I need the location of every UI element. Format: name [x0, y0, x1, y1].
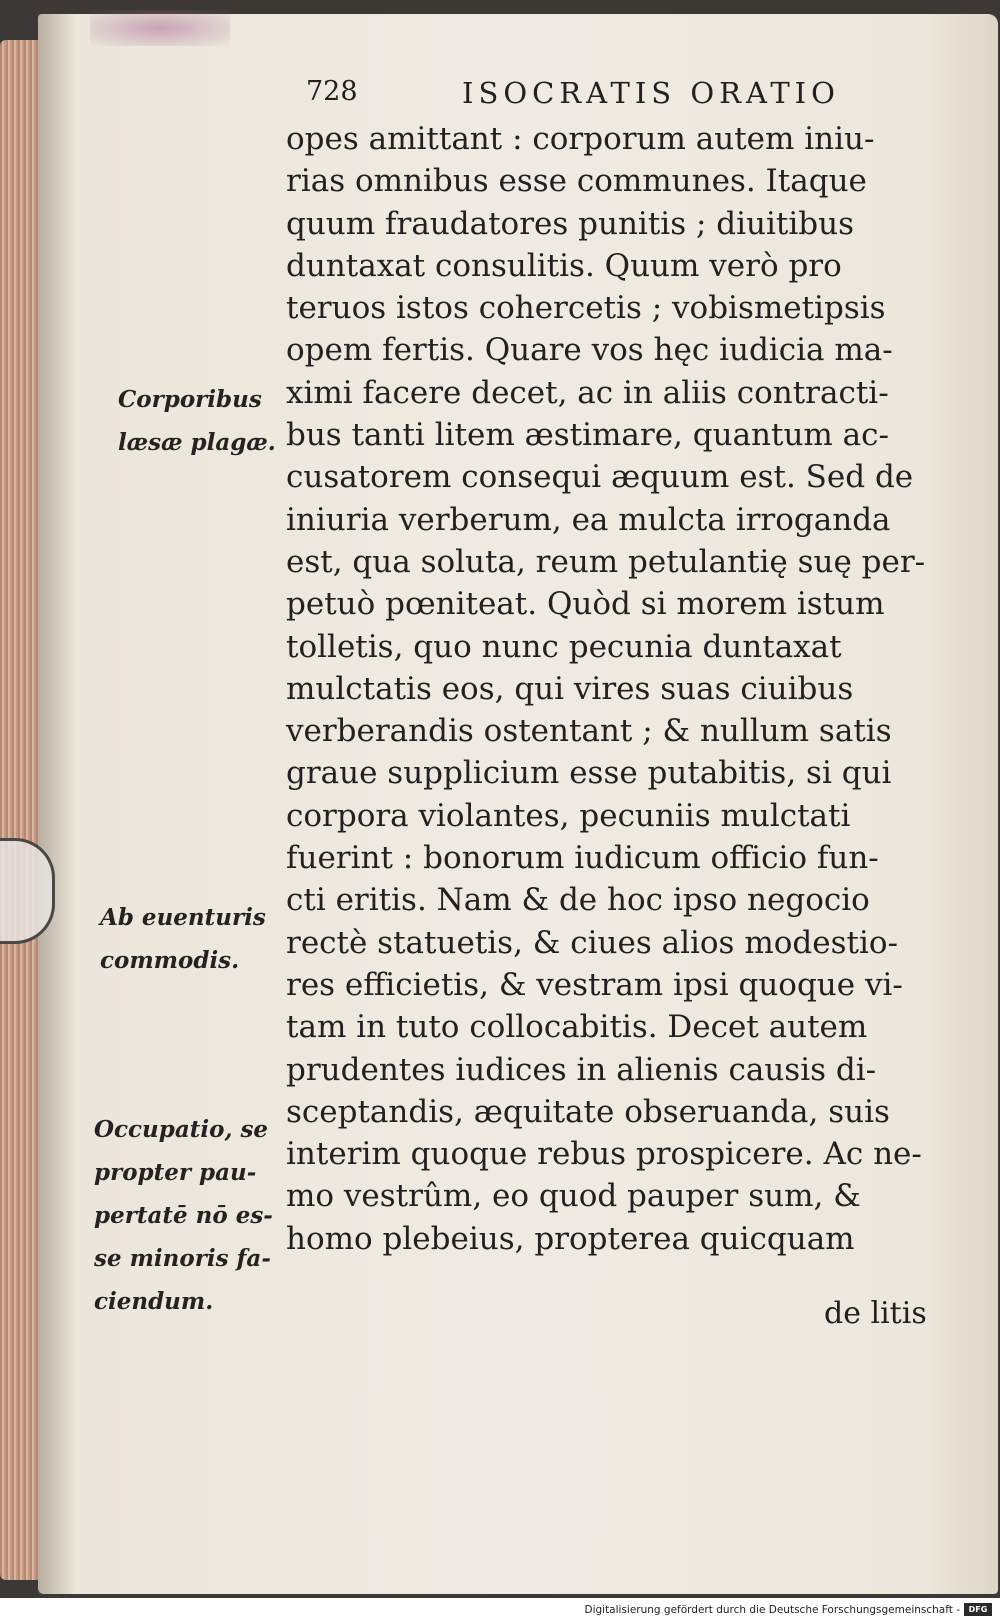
page-number: 728 — [306, 76, 358, 107]
marginal-note-line: Ab euenturis — [100, 904, 266, 931]
text-line: mulctatis eos, qui vires suas ciuibus — [286, 670, 854, 707]
text-line: duntaxat consulitis. Quum verò pro — [286, 247, 842, 284]
text-line: bus tanti litem æstimare, quantum ac- — [286, 417, 890, 454]
text-line: prudentes iudices in alienis causis di- — [286, 1051, 877, 1088]
marginal-note — [100, 896, 290, 982]
gutter-shadow — [38, 14, 76, 1594]
text-line: opem fertis. Quare vos hęc iudicia ma- — [286, 332, 893, 369]
text-line: tam in tuto collocabitis. Decet autem — [286, 1009, 868, 1046]
marginal-note-line: commodis. — [100, 947, 240, 974]
text-line: corpora violantes, pecuniis mulctati — [286, 797, 851, 834]
marginal-note-line: Occupatio, se — [94, 1116, 269, 1143]
text-line: graue supplicium esse putabitis, si qui — [286, 755, 892, 792]
text-line: cti eritis. Nam & de hoc ipso negocio — [286, 882, 870, 919]
marginal-note-line: pertatē nō es- — [94, 1202, 273, 1229]
text-line: quum fraudatores punitis ; diuitibus — [286, 205, 854, 242]
body-text — [286, 118, 936, 1260]
text-line: interim quoque rebus prospicere. Ac ne- — [286, 1136, 922, 1173]
text-line: mo vestrûm, eo quod pauper sum, & — [286, 1178, 861, 1215]
ink-stain — [90, 10, 230, 46]
marginal-note-line: læsæ plagæ. — [118, 429, 276, 456]
text-line: cusatorem consequi æquum est. Sed de — [286, 459, 914, 496]
book-clip — [0, 838, 55, 944]
text-line: sceptandis, æquitate obseruanda, suis — [286, 1093, 890, 1130]
text-line: homo plebeius, propterea quicquam — [286, 1220, 855, 1257]
text-line: verberandis ostentant ; & nullum satis — [286, 713, 892, 750]
marginal-note — [118, 378, 308, 464]
text-line: tolletis, quo nunc pecunia duntaxat — [286, 628, 842, 665]
marginal-note-line: Corporibus — [118, 386, 262, 413]
text-line: fuerint : bonorum iudicum officio fun- — [286, 840, 879, 877]
catchword: de litis — [824, 1296, 927, 1331]
marginal-note — [94, 1108, 284, 1323]
marginal-note-line: propter pau- — [94, 1159, 257, 1186]
running-head: ISOCRATIS ORATIO — [462, 76, 840, 110]
text-line: ximi facere decet, ac in aliis contracti- — [286, 374, 889, 411]
text-line: rias omnibus esse communes. Itaque — [286, 163, 867, 200]
text-line: petuò pœniteat. Quòd si morem istum — [286, 586, 885, 623]
text-line: res efficietis, & vestram ipsi quoque vi- — [286, 966, 903, 1003]
text-line: teruos istos cohercetis ; vobismetipsis — [286, 290, 886, 327]
text-line: opes amittant : corporum autem iniu- — [286, 121, 875, 157]
text-line: iniuria verberum, ea mulcta irroganda — [286, 501, 891, 538]
text-line: est, qua soluta, reum petulantię suę per- — [286, 543, 926, 580]
text-line: rectè statuetis, & ciues alios modestio- — [286, 924, 898, 961]
marginal-note-line: se minoris fa- — [94, 1245, 271, 1272]
marginal-note-line: ciendum. — [94, 1288, 214, 1315]
dfg-logo: DFG — [964, 1603, 992, 1616]
funding-credit: Digitalisierung gefördert durch die Deutsche Forschungsgemeinschaft - — [584, 1604, 960, 1616]
